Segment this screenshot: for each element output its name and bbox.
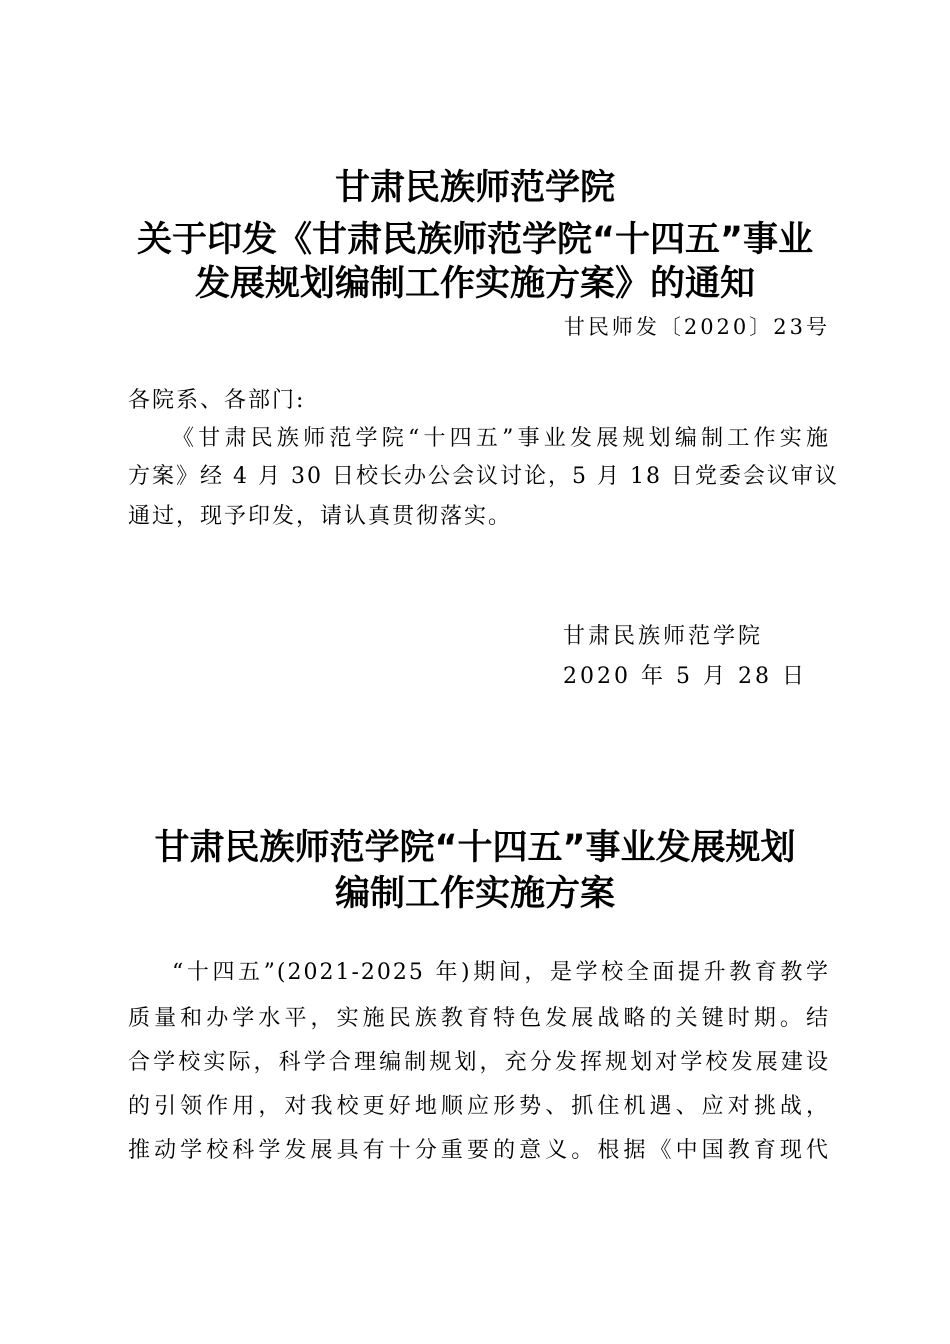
notice-title-line-2: 关于印发《甘肃民族师范学院“十四五”事业 xyxy=(136,220,813,260)
plan-body-line-1: “十四五”(2021-2025 年)期间，是学校全面提升教育教学 xyxy=(172,960,830,985)
document-number: 甘民师发〔2020〕23号 xyxy=(563,315,830,339)
notice-body-line-2: 方案》经 4 月 30 日校长办公会议讨论，5 月 18 日党委会议审议 xyxy=(128,464,839,489)
plan-body-line-5: 推动学校科学发展具有十分重要的意义。根据《中国教育现代 xyxy=(128,1138,830,1163)
plan-title-line-2: 编制工作实施方案 xyxy=(334,874,615,914)
plan-body-line-4: 的引领作用，对我校更好地顺应形势、抓住机遇、应对挑战， xyxy=(128,1094,830,1119)
plan-title-line-1: 甘肃民族师范学院“十四五”事业发展规划 xyxy=(154,828,796,868)
notice-title-line-1: 甘肃民族师范学院 xyxy=(334,168,615,208)
notice-body-line-3: 通过，现予印发，请认真贯彻落实。 xyxy=(128,504,513,529)
signature-org: 甘肃民族师范学院 xyxy=(563,624,764,649)
plan-body-line-3: 合学校实际，科学合理编制规划，充分发挥规划对学校发展建设 xyxy=(128,1050,830,1075)
notice-title-line-3: 发展规划编制工作实施方案》的通知 xyxy=(194,264,755,304)
signature-date: 2020 年 5 月 28 日 xyxy=(563,664,807,689)
plan-body-line-2: 质量和办学水平，实施民族教育特色发展战略的关键时期。结 xyxy=(128,1006,830,1031)
salutation: 各院系、各部门: xyxy=(128,388,306,413)
notice-body-line-1: 《甘肃民族师范学院“十四五”事业发展规划编制工作实施 xyxy=(172,426,830,451)
